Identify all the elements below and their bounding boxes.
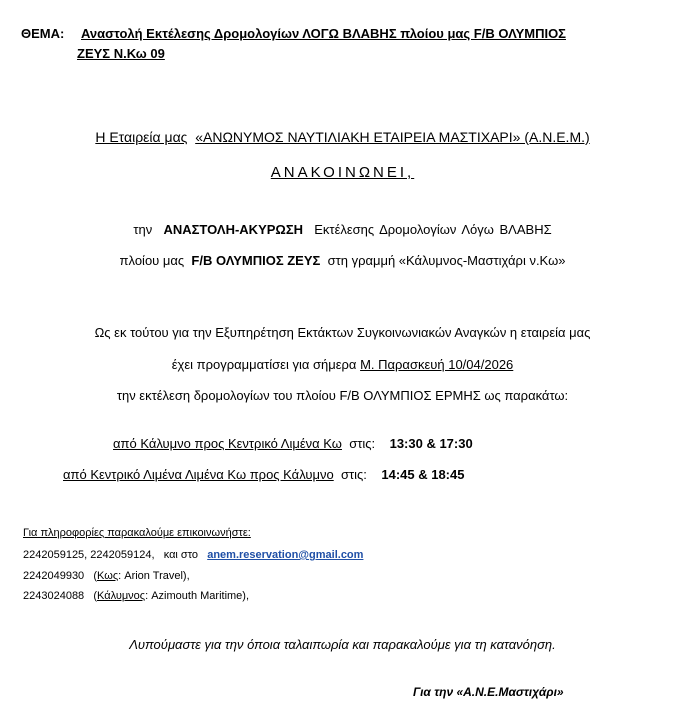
route-times: 13:30 & 17:30 [389,436,473,451]
subject-title-line1: Αναστολή Εκτέλεσης Δρομολογίων ΛΟΓΩ ΒΛΑΒΗΣ πλοίου μας F/B ΟΛΥΜΠΙΟΣ [81,26,566,41]
body-line-3: Ως εκ τούτου για την Εξυπηρέτηση Εκτάκτων Συγκοινωνιακών Αναγκών η εταιρεία μας [94,325,591,340]
body-l2-c: στη γραμμή «Κάλυμνος-Μαστιχάρι ν.Κω» [327,253,566,268]
subject-label: ΘΕΜΑ: [21,26,65,41]
route-at: στις: [340,467,367,482]
body-line-5: την εκτέλεση δρομολογίων του πλοίου F/B ΟΛΥΜΠΙΟΣ ΕΡΜΗΣ ως παρακάτω: [116,388,569,403]
company-line [0,129,685,145]
body-line-2 [0,253,685,268]
contact-line-1 [23,549,363,561]
contact-phone-kalymnos: 2243024088 [23,590,85,602]
body-l1-c: Εκτέλεσης Δρομολογίων Λόγω ΒΛΑΒΗΣ [314,222,552,237]
route-row [113,436,473,451]
contact-heading: Για πληροφορίες παρακαλούμε επικοινωνήστε: [23,527,251,539]
contact-line-2: 2242049930 (Κως: Arion Travel), [23,570,190,582]
company-prefix: Η Εταιρεία μας [95,129,188,145]
closing-apology: Λυπούμαστε για την όποια ταλαιπωρία και παρακαλούμε για τη κατανόηση. [129,637,556,652]
route-at: στις: [349,436,376,451]
email-link[interactable]: anem.reservation@gmail.com [207,549,364,561]
body-l1-a: την [133,222,153,237]
body-l2-a: πλοίου μας [119,253,185,268]
announcement-heading: ΑΝΑΚΟΙΝΩΝΕΙ, [270,164,415,181]
body-l2-b: F/B ΟΛΥΜΠΙΟΣ ΖΕΥΣ [191,253,321,268]
route-name: από Κάλυμνο προς Κεντρικό Λιμένα Κω [113,436,342,451]
contact-and-at: και στο [163,549,199,561]
contact-agent-kos: : Arion Travel), [118,570,190,582]
contact-place-kos: Κως [97,570,119,582]
body-line-4 [0,357,685,372]
body-l1-b: ΑΝΑΣΤΟΛΗ-ΑΚΥΡΩΣΗ [163,222,304,237]
contact-line-3: 2243024088 (Κάλυμνος: Azimouth Maritime), [23,590,250,602]
route-row [63,467,464,482]
contact-phones: 2242059125, 2242059124, [23,549,155,561]
body-l4-a: έχει προγραμματίσει για σήμερα [171,357,357,372]
contact-phone-kos: 2242049930 [23,570,85,582]
contact-agent-kalymnos: : Azimouth Maritime), [145,590,250,602]
body-line-1 [0,222,685,237]
signature: Για την «Α.Ν.Ε.Μαστιχάρι» [413,685,564,699]
route-times: 14:45 & 18:45 [381,467,465,482]
subject-title-line2: ΖΕΥΣ Ν.Κω 09 [77,46,165,61]
company-name: «ΑΝΩΝΥΜΟΣ ΝΑΥΤΙΛΙΑΚΗ ΕΤΑΙΡΕΙΑ ΜΑΣΤΙΧΑΡΙ» (Α.Ν.Ε.Μ.) [195,129,590,145]
body-l4-date: Μ. Παρασκευή 10/04/2026 [360,357,514,372]
route-name: από Κεντρικό Λιμένα Λιμένα Κω προς Κάλυμνο [63,467,334,482]
contact-place-kalymnos: Κάλυμνος [97,590,146,602]
